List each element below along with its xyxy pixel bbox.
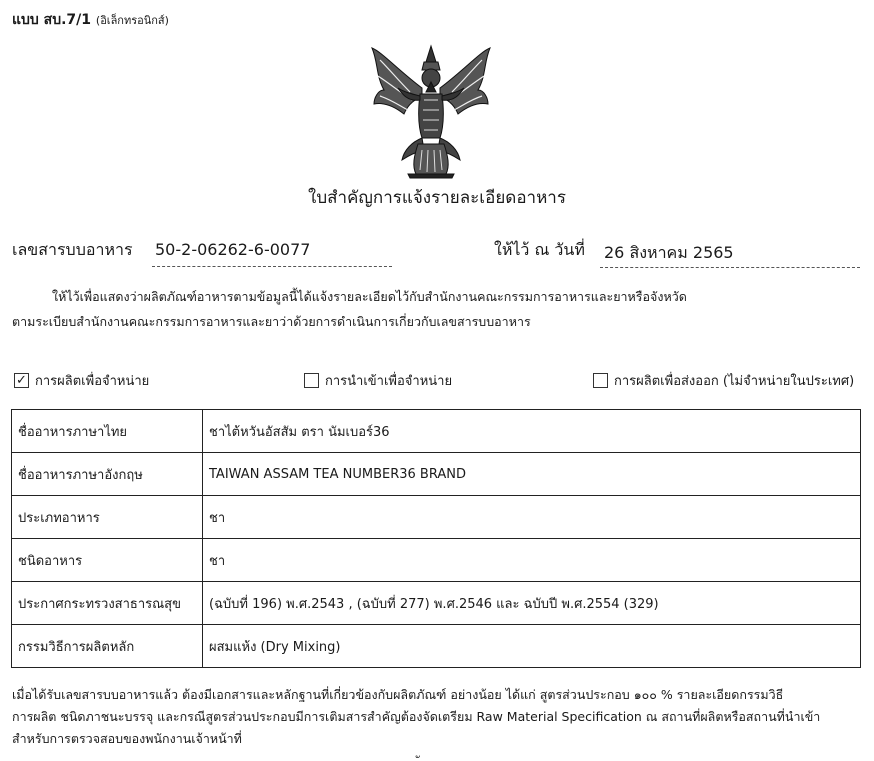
table-row-label: ชื่ออาหารภาษาไทย [12, 410, 203, 453]
table-row [12, 410, 861, 453]
checkbox-label: การผลิตเพื่อจำหน่าย [35, 374, 150, 389]
checkbox-import-for-sale[interactable] [304, 370, 452, 391]
checkbox-production-for-sale[interactable] [14, 370, 149, 391]
issue-date-value: 26 สิงหาคม 2565 [604, 243, 734, 262]
checkbox-empty-icon[interactable] [593, 373, 608, 388]
table-row [12, 625, 861, 668]
garuda-emblem-icon [368, 40, 494, 180]
registration-number-value: 50-2-06262-6-0077 [155, 240, 311, 259]
form-code [12, 9, 169, 31]
table-row-label: ประเภทอาหาร [12, 496, 203, 539]
table-row-value: ชา [203, 539, 861, 582]
table-row-value: (ฉบับที่ 196) พ.ศ.2543 , (ฉบับที่ 277) พ.ศ.2546 และ ฉบับปี พ.ศ.2554 (329) [203, 582, 861, 625]
note-line-1: เมื่อได้รับเลขสารบบอาหารแล้ว ต้องมีเอกสารและหลักฐานที่เกี่ยวข้องกับผลิตภัณฑ์ อย่างน้อย ได้แก่ สูตรส่วนประกอบ ๑๐๐ % รายละเอียดกรรมวิธี [12, 687, 784, 702]
table-row [12, 453, 861, 496]
table-row-value: ผสมแห้ง (Dry Mixing) [203, 625, 861, 668]
declaration-line-2: ตามระเบียบสำนักงานคณะกรรมการอาหารและยาว่าด้วยการดำเนินการเกี่ยวกับเลขสารบบอาหาร [12, 314, 531, 329]
document-title: ใบสำคัญการแจ้งรายละเอียดอาหาร [308, 188, 566, 208]
checkbox-checked-icon[interactable]: ✓ [14, 373, 29, 388]
registration-number-label: เลขสารบบอาหาร [12, 240, 133, 259]
table-row-label: กรรมวิธีการผลิตหลัก [12, 625, 203, 668]
checkbox-production-for-export[interactable] [593, 370, 854, 391]
garuda-emblem-svg [368, 40, 494, 180]
food-details-table [11, 409, 861, 668]
note-line-2: การผลิต ชนิดภาชนะบรรจุ และกรณีสูตรส่วนประกอบมีการเติมสารสำคัญต้องจัดเตรียม Raw Material Specification ณ สถานที่ผลิตหรือสถานที่นำเข้า [12, 709, 821, 724]
registration-number-underline [152, 266, 392, 267]
checkbox-empty-icon[interactable] [304, 373, 319, 388]
table-row-value: ชาไต้หวันอัสสัม ตรา นัมเบอร์36 [203, 410, 861, 453]
note-line-3: สำหรับการตรวจสอบของพนักงานเจ้าหน้าที่ [12, 731, 242, 746]
table-row-label: ประกาศกระทรวงสาธารณสุข [12, 582, 203, 625]
table-row-label: ชนิดอาหาร [12, 539, 203, 582]
table-row-value: TAIWAN ASSAM TEA NUMBER36 BRAND [203, 453, 861, 496]
declaration-line-1: ให้ไว้เพื่อแสดงว่าผลิตภัณฑ์อาหารตามข้อมูลนี้ได้แจ้งรายละเอียดไว้กับสำนักงานคณะกรรมการอาหารและยาหรือจังหวัด [52, 289, 687, 304]
checkbox-label: การผลิตเพื่อส่งออก (ไม่จำหน่ายในประเทศ) [614, 374, 855, 389]
issue-date-label: ให้ไว้ ณ วันที่ [494, 240, 585, 259]
requirements-note [12, 684, 864, 750]
table-row-label: ชื่ออาหารภาษาอังกฤษ [12, 453, 203, 496]
table-row [12, 539, 861, 582]
declaration-paragraph [12, 284, 862, 334]
checkbox-label: การนำเข้าเพื่อจำหน่าย [325, 374, 453, 389]
form-code-label: แบบ สบ.7/1 [12, 12, 92, 28]
issue-date-underline [600, 267, 860, 268]
table-row [12, 496, 861, 539]
table-row-value: ชา [203, 496, 861, 539]
form-code-note: (อิเล็กทรอนิกส์) [95, 14, 169, 27]
table-row [12, 582, 861, 625]
